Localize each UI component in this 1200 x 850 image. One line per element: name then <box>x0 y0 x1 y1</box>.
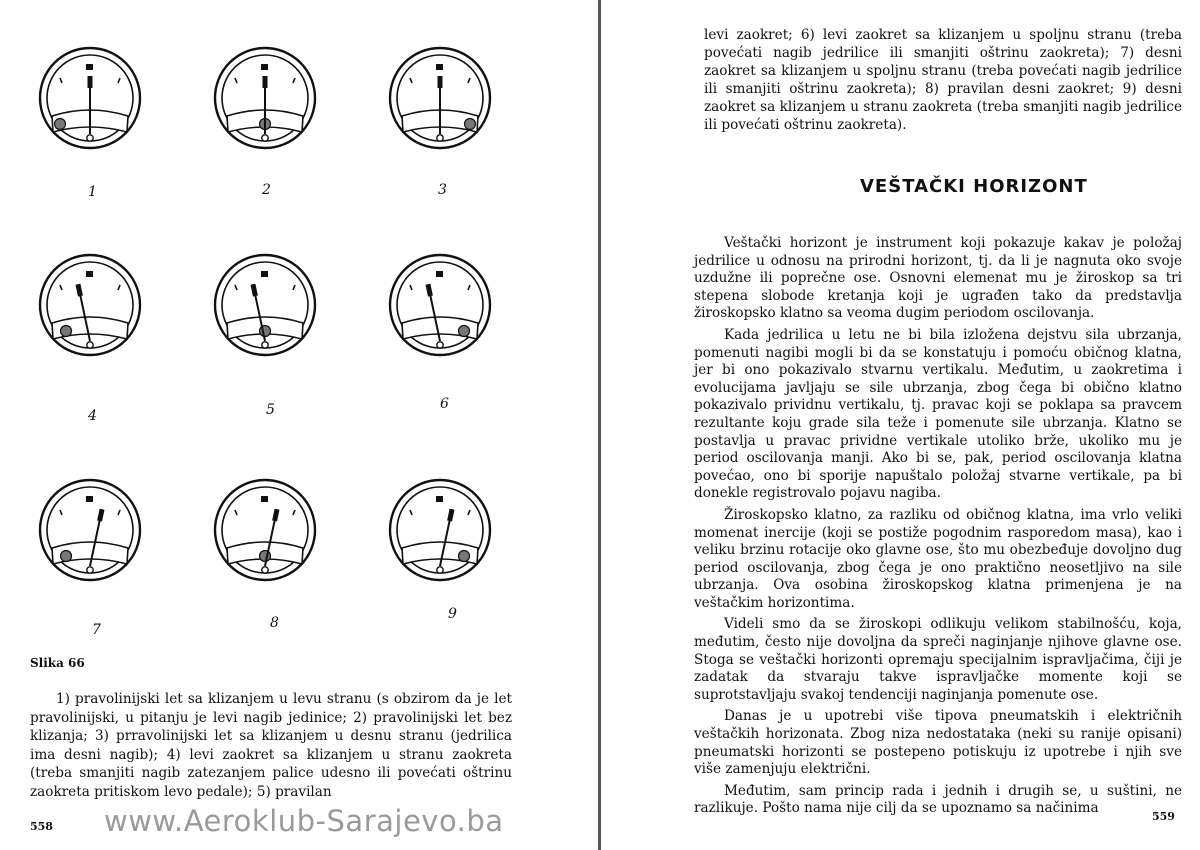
turn-slip-gauge-3 <box>388 46 492 150</box>
turn-slip-gauge-6 <box>388 253 492 357</box>
needle-tip <box>428 284 430 296</box>
needle-pivot <box>87 567 93 573</box>
reference-mark <box>261 64 268 70</box>
gauge-label: 8 <box>270 615 279 631</box>
inclinometer-ball <box>459 326 470 337</box>
inclinometer-ball <box>465 119 476 130</box>
left-page-number: 558 <box>30 820 53 833</box>
reference-mark <box>436 496 443 502</box>
reference-mark <box>86 64 93 70</box>
right-page-body <box>694 235 1182 822</box>
reference-mark <box>86 496 93 502</box>
needle-pivot <box>437 342 443 348</box>
inclinometer-ball <box>459 551 470 562</box>
gauge-label: 1 <box>88 184 97 200</box>
turn-slip-gauge-1 <box>38 46 142 150</box>
gauge-label: 6 <box>440 396 449 412</box>
turn-slip-gauge-8 <box>213 478 317 582</box>
needle-pivot <box>437 135 443 141</box>
needle-pivot <box>262 342 268 348</box>
reference-mark <box>436 271 443 277</box>
needle-pivot <box>437 567 443 573</box>
gauge-label: 5 <box>266 402 275 418</box>
gauge-label: 3 <box>438 182 447 198</box>
needle-tip <box>78 284 80 296</box>
turn-slip-gauge-2 <box>213 46 317 150</box>
needle-pivot <box>262 567 268 573</box>
turn-slip-gauge-9 <box>388 478 492 582</box>
needle-pivot <box>87 135 93 141</box>
inclinometer-ball <box>55 119 66 130</box>
body-paragraph: Danas je u upotrebi više tipova pneumatskih i električnih veštačkih horizonata. Zbog niza nedostataka (neki su ranije opisani) pneumatski horizonti se postepeno potiskuju iz upotrebe i njih sve više zamenjuju električni. <box>694 708 1182 778</box>
gauge-label: 7 <box>92 622 101 638</box>
needle-pivot <box>87 342 93 348</box>
body-paragraph: Veštački horizont je instrument koji pokazuje kakav je položaj jedrilice u odnosu na prirodni horizont, tj. da li je nagnuta oko svoje uzdužne ili poprečne ose. Osnovni elemenat mu je žiroskop sa tri stepena slobode kretanja koji je ugrađen tako da predstavlja žiroskopsko klatno sa veoma dugim periodom oscilovanja. <box>694 235 1182 322</box>
body-paragraph: Videli smo da se žiroskopi odlikuju velikom stabilnošću, koja, međutim, često nije dovoljna da spreči naginjanje njihove glavne ose. Stoga se veštački horizonti opremaju specijalnim ispravljačima, čiji je zadatak da stvaraju takve ispravljačke momente koji se suprotstavljaju svakoj tendenciji naginjanja pomenute ose. <box>694 616 1182 703</box>
body-paragraph: Žiroskopsko klatno, za razliku od običnog klatna, ima vrlo veliki momenat inercije (koji se postiže pogodnim rasporedom masa), kao i veliku brzinu rotacije oko glavne ose, što mu obezbeđuje dovoljno dug period oscilovanja, zbog čega je ono praktično neosetljivo na sile ubrzanja. Ova osobina žiroskopskog klatna primenjena je na veštačkim horizontima. <box>694 506 1182 611</box>
section-heading: VEŠTAČKI HORIZONT <box>860 176 1088 197</box>
right-page-top-paragraph: levi zaokret; 6) levi zaokret sa klizanjem u spoljnu stranu (treba povećati nagib jedrilice ili smanjiti oštrinu zaokreta); 7) desni zaokret sa klizanjem u spoljnu stranu (treba povećati nagib jedrilice ili smanjiti oštrinu zaokreta); 8) pravilan desni zaokret; 9) desni zaokret sa klizanjem u stranu zaokreta (treba smanjiti nagib jedrilice ili povećati oštrinu zaokreta). <box>704 27 1182 133</box>
left-page-paragraph: 1) pravolinijski let sa klizanjem u levu stranu (s obzirom da je let pravolinijski, u pitanju je levi nagib jedinice; 2) pravolinijski let bez klizanja; 3) prravolinijski let sa klizanjem u desnu stranu (jedrilica ima desni nagib); 4) levi zaokret sa klizanjem u stranu zaokreta (treba smanjiti nagib zatezanjem palice udesno ili povećati oštrinu zaokreta pritiskom levo pedale); 5) pravilan <box>30 691 512 800</box>
body-paragraph: Međutim, sam princip rada i jednih i drugih se, u suštini, ne razlikuje. Pošto nama nije cilj da se upoznamo sa načinima <box>694 782 1182 817</box>
needle-tip <box>450 509 452 521</box>
needle-tip <box>100 509 102 521</box>
figure-caption: Slika 66 <box>30 656 85 670</box>
reference-mark <box>86 271 93 277</box>
right-page-number: 559 <box>1152 810 1175 823</box>
reference-mark <box>261 496 268 502</box>
gauge-label: 2 <box>262 182 271 198</box>
inclinometer-ball <box>61 326 72 337</box>
turn-slip-gauge-4 <box>38 253 142 357</box>
reference-mark <box>261 271 268 277</box>
turn-slip-gauge-5 <box>213 253 317 357</box>
reference-mark <box>436 64 443 70</box>
body-paragraph: Kada jedrilica u letu ne bi bila izložena dejstvu sila ubrzanja, pomenuti nagibi mogli bi da se konstatuju i pomoću običnog klatna, jer bi ono pokazivalo stvarnu vertikalu. Međutim, u zaokretima i evolucijama javljaju se sile ubrzanja, zbog čega bi obično klatno pokazivalo prividnu vertikalu, tj. pravac koji se poklapa sa pravcem rezultante koju grade sila teže i pomenute sile ubrzanja. Klatno se postavlja u pravac prividne vertikale utoliko brže, ukoliko mu je period oscilovanja manji. Ako bi se, pak, period oscilovanja klatna povećao, ono bi sporije napuštalo položaj stvarne vertikale, pa bi donekle registrovalo pojavu nagiba. <box>694 326 1182 502</box>
gauge-label: 4 <box>88 408 97 424</box>
needle-pivot <box>262 135 268 141</box>
inclinometer-ball <box>61 551 72 562</box>
turn-slip-gauge-7 <box>38 478 142 582</box>
needle-tip <box>253 284 255 296</box>
needle-tip <box>275 509 277 521</box>
watermark-text: www.Aeroklub-Sarajevo.ba <box>104 804 504 838</box>
gauge-label: 9 <box>448 606 457 622</box>
